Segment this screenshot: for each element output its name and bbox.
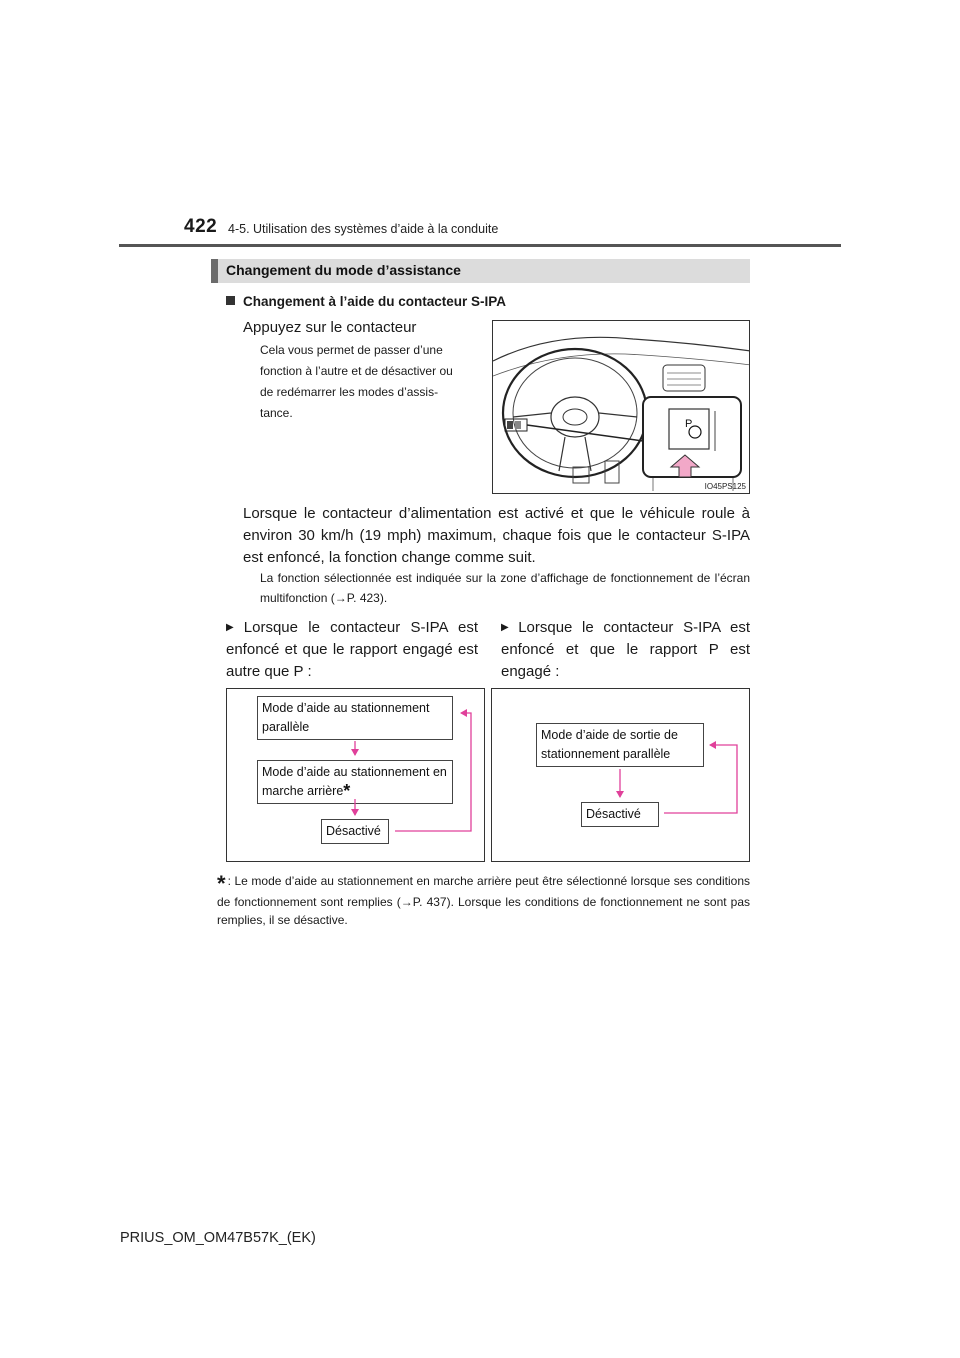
mode-cycle-diagram-left bbox=[226, 688, 485, 862]
footnote-text: : Le mode d’aide au stationnement en marche arrière peut être sélectionné lorsque ses conditions de fonctionnement sont remplies (→P. 437). Lorsque les conditions de fonctionnement ne sont pas remplies, il se désactive. bbox=[217, 874, 750, 927]
steering-wheel-illustration bbox=[493, 321, 750, 494]
triangle-bullet-icon: ▶ bbox=[501, 622, 515, 633]
case-heading-left bbox=[226, 617, 478, 683]
mode-box-reverse-text: Mode d’aide au stationnement en marche arrière bbox=[262, 765, 447, 798]
instruction-note bbox=[260, 340, 478, 424]
instruction-note-line: de redémarrer les modes d’assis- bbox=[260, 385, 439, 399]
section-title: Changement du mode d’assistance bbox=[226, 262, 461, 278]
body-note: La fonction sélectionnée est indiquée sur la zone d’affichage de fonctionnement de l’écran multifonction (→P. 423). bbox=[260, 571, 750, 605]
figure-code: IO45PS125 bbox=[704, 482, 746, 491]
instruction-text: Appuyez sur le contacteur bbox=[243, 319, 417, 336]
mode-box-parallel: Mode d’aide au stationnement parallèle bbox=[257, 696, 453, 740]
square-bullet-icon bbox=[226, 296, 235, 305]
cycle-arrows bbox=[492, 689, 751, 863]
subsection-title-text: Changement à l’aide du contacteur S-IPA bbox=[243, 294, 507, 309]
instruction-note-line: fonction à l’autre et de désactiver ou bbox=[260, 364, 453, 378]
running-title: 4-5. Utilisation des systèmes d’aide à la conduite bbox=[228, 222, 499, 236]
footnote-mark: * bbox=[217, 871, 226, 896]
case-heading-right-text: Lorsque le contacteur S-IPA est enfoncé et que le rapport P est engagé : bbox=[501, 619, 750, 680]
instruction-note-line: tance. bbox=[260, 406, 293, 420]
mode-box-exit-parallel: Mode d’aide de sortie de stationnement parallèle bbox=[536, 723, 704, 767]
case-heading-left-text: Lorsque le contacteur S-IPA est enfoncé et que le rapport engagé est autre que P : bbox=[226, 619, 478, 680]
subsection-title bbox=[226, 294, 506, 309]
switch-letter: P bbox=[685, 418, 693, 430]
body-paragraph: Lorsque le contacteur d’alimentation est activé et que le véhicule roule à environ 30 km/h (19 mph) maximum, chaque fois que le contacteur S-IPA est enfoncé, la fonction change comme suit. bbox=[243, 505, 750, 566]
dashboard-illustration bbox=[492, 320, 750, 494]
instruction-note-line: Cela vous permet de passer d’une bbox=[260, 343, 443, 357]
asterisk-mark: * bbox=[343, 781, 351, 801]
footnote bbox=[217, 872, 750, 929]
triangle-bullet-icon: ▶ bbox=[226, 622, 240, 633]
mode-box-off: Désactivé bbox=[581, 802, 659, 827]
cycle-arrows bbox=[227, 689, 486, 863]
case-heading-right bbox=[501, 617, 750, 683]
header-rule bbox=[119, 244, 841, 247]
mode-cycle-diagram-right bbox=[491, 688, 750, 862]
section-title-bar bbox=[211, 259, 750, 283]
document-code: PRIUS_OM_OM47B57K_(EK) bbox=[120, 1230, 316, 1246]
mode-box-off: Désactivé bbox=[321, 819, 389, 844]
page-number: 422 bbox=[184, 216, 218, 237]
